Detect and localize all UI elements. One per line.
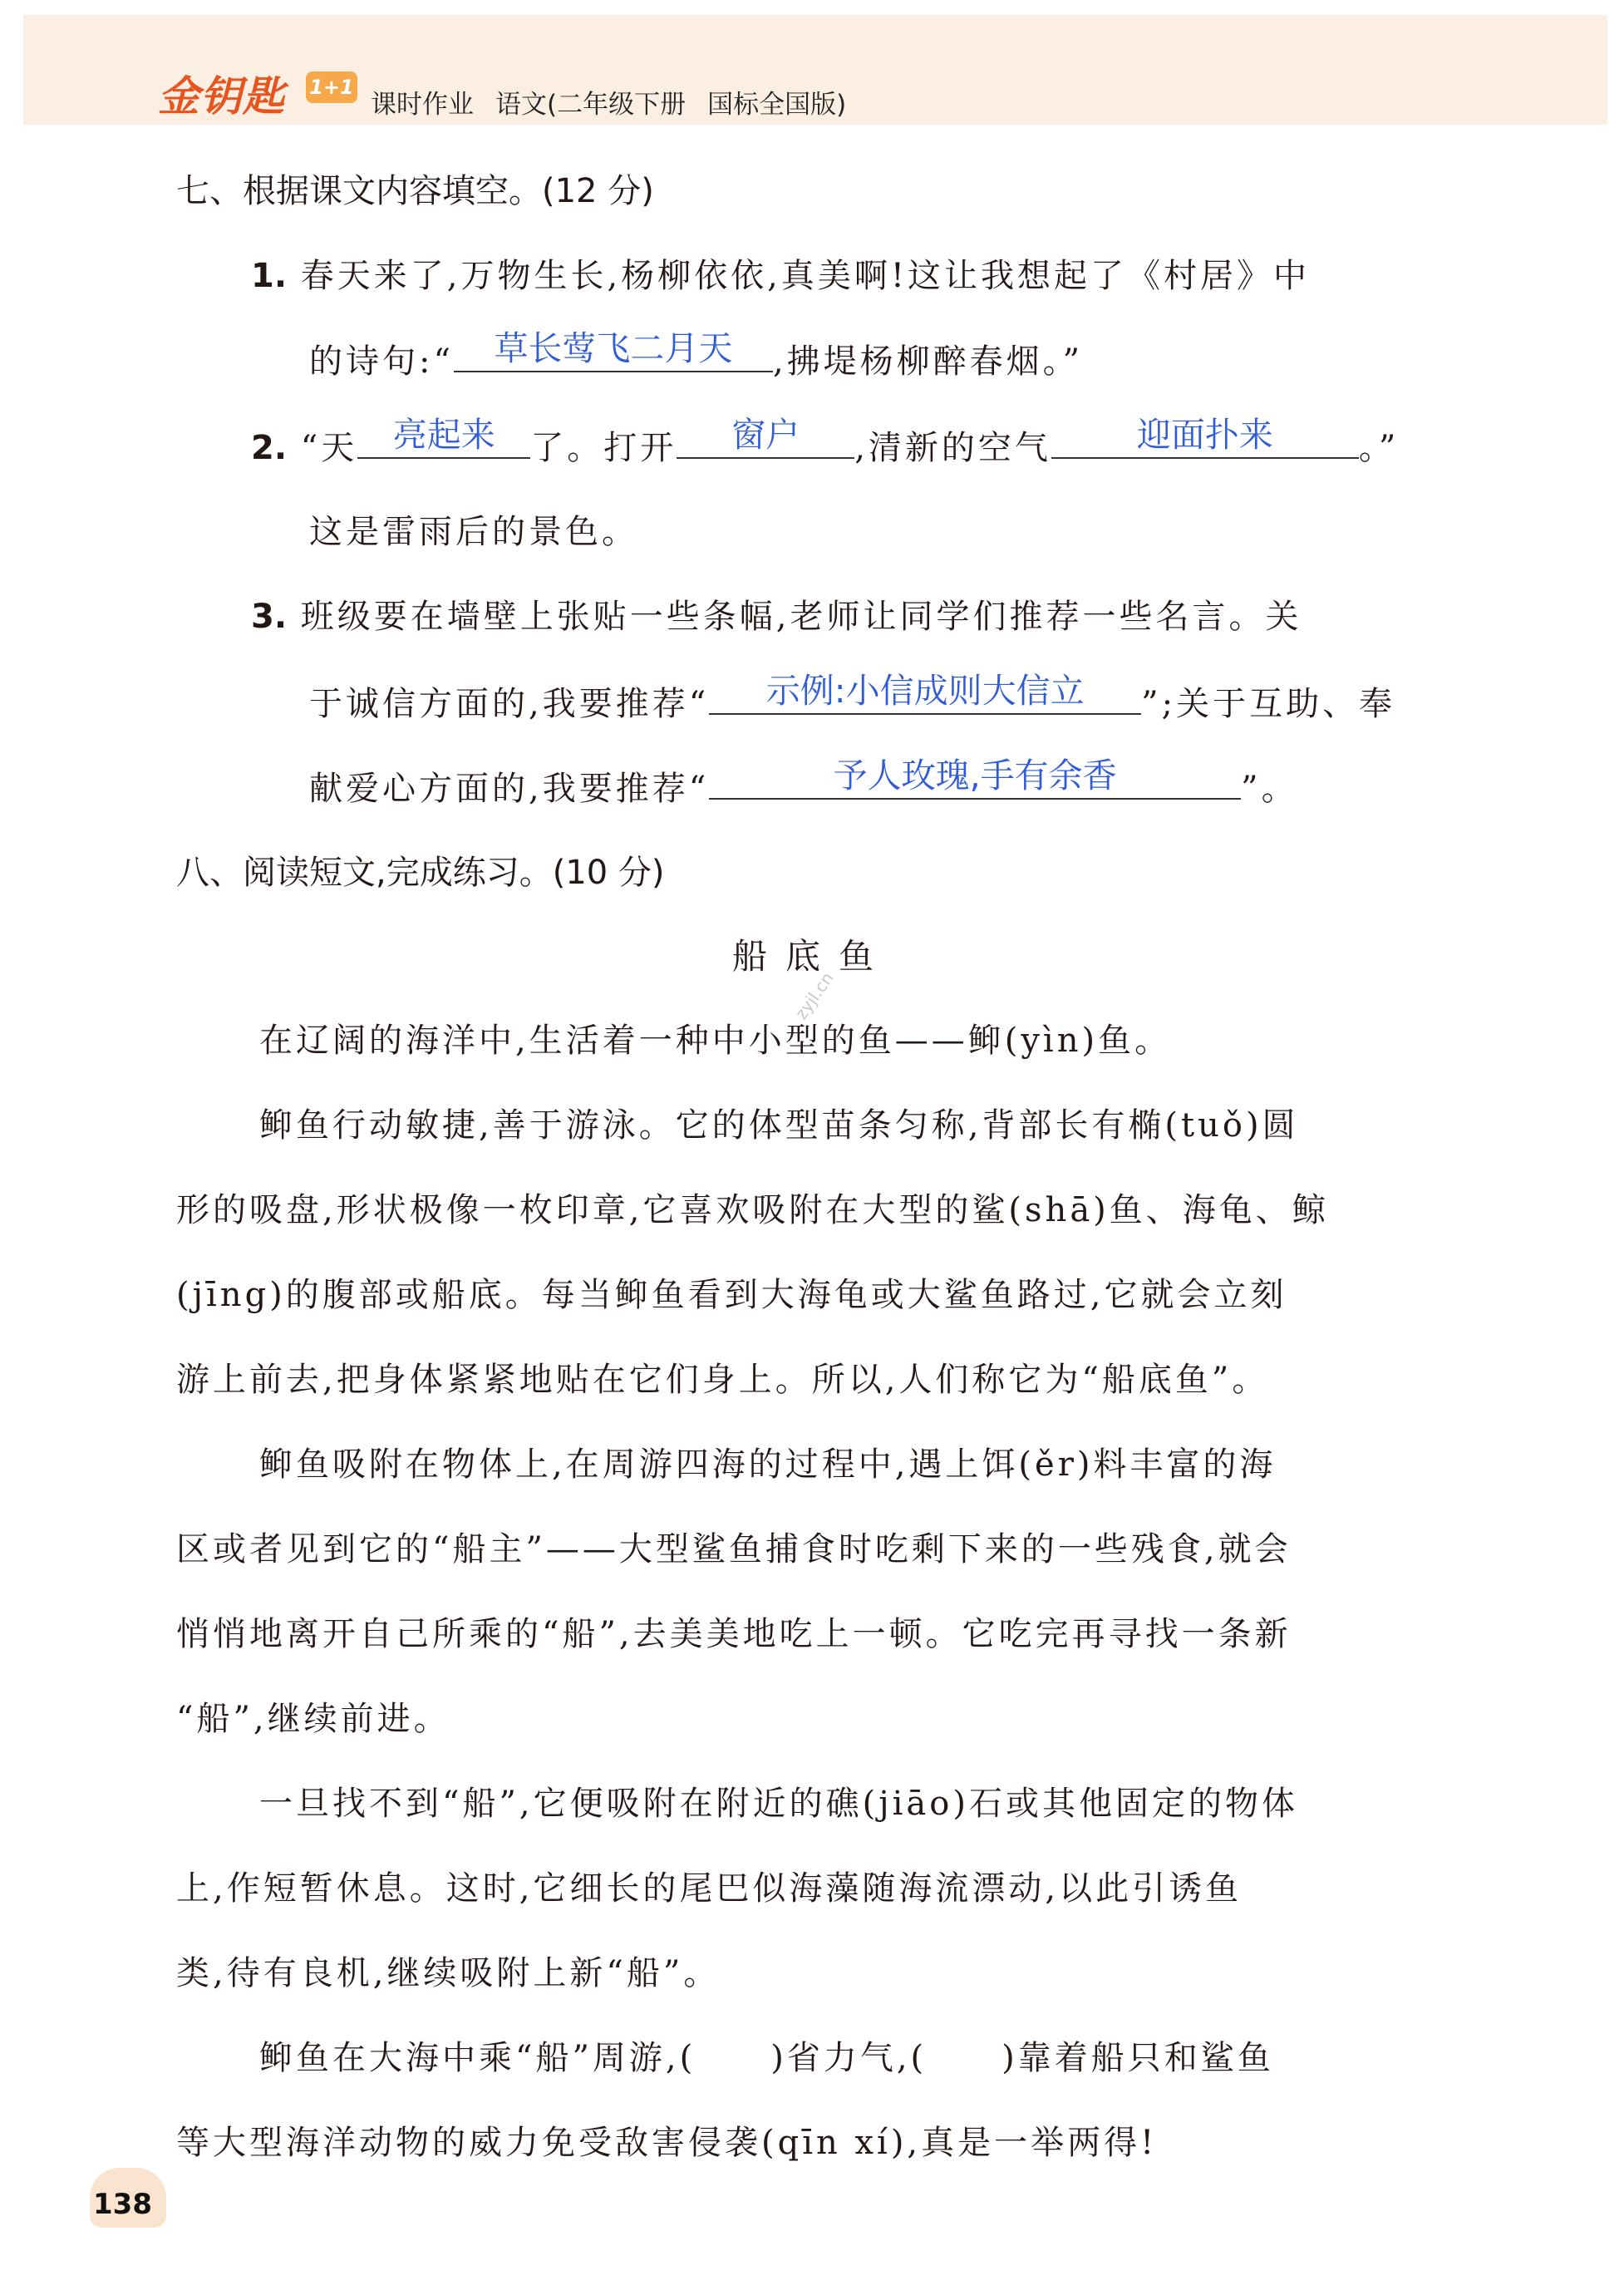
- q3-text-3b: ”。: [1241, 770, 1298, 808]
- q1-line1: [251, 249, 1310, 297]
- story-line-7: 区或者见到它的“船主”——大型鲨鱼捕食时吃剩下来的一些残食,就会: [176, 1530, 1292, 1568]
- q2-number: 2.: [251, 429, 288, 467]
- header-series: 课时作业: [371, 90, 474, 120]
- story-line-3: 形的吸盘,形状极像一枚印章,它喜欢吸附在大型的鲨(shā)鱼、海龟、鲸: [176, 1191, 1329, 1229]
- q3-answer-1: 示例:小信成则大信立: [765, 671, 1085, 711]
- page-number: 138: [93, 2188, 152, 2221]
- story-line-10: 一旦找不到“船”,它便吸附在附近的礁(jiāo)石或其他固定的物体: [259, 1785, 1298, 1823]
- story-line-12: 类,待有良机,继续吸附上新“船”。: [176, 1954, 721, 1992]
- q3-number: 3.: [251, 598, 288, 636]
- q3-line2: [309, 671, 1396, 725]
- q3-line3: [309, 756, 1298, 810]
- q2-line2: 这是雷雨后的景色。: [309, 513, 638, 551]
- header-title: [371, 83, 868, 121]
- section-8-title: 八、阅读短文,完成练习。(10 分): [176, 854, 665, 892]
- q2-text-b: 了。打开: [530, 429, 677, 467]
- story-title: 船底鱼: [731, 936, 892, 977]
- q3-text-2b: ”;关于互助、奉: [1141, 685, 1396, 723]
- story-line-5: 游上前去,把身体紧紧地贴在它们身上。所以,人们称它为“船底鱼”。: [176, 1361, 1269, 1399]
- q2-line1: [251, 415, 1400, 469]
- header-edition: 国标全国版): [707, 90, 847, 120]
- q3-text-3a: 献爱心方面的,我要推荐“: [309, 770, 710, 808]
- q1-text: 春天来了,万物生长,杨柳依依,真美啊!这让我想起了《村居》中: [300, 257, 1310, 295]
- story-line-13: [259, 2031, 1274, 2079]
- story-13-a: 䲟鱼在大海中乘“船”周游,(: [259, 2039, 696, 2077]
- q1-post: ,拂堤杨柳醉春烟。”: [772, 342, 1084, 381]
- brand-badge: 1+1: [306, 71, 357, 103]
- q3-blank-1[interactable]: [709, 671, 1141, 715]
- q2-answer-2: 窗户: [731, 415, 800, 455]
- story-13-c: )靠着船只和鲨鱼: [1001, 2039, 1274, 2077]
- q2-text-a: “天: [300, 429, 358, 467]
- q2-blank-3[interactable]: [1051, 415, 1359, 459]
- story-line-8: 悄悄地离开自己所乘的“船”,去美美地吃上一顿。它吃完再寻找一条新: [176, 1615, 1292, 1653]
- q3-text-2a: 于诚信方面的,我要推荐“: [309, 685, 710, 723]
- story-line-6: 䲟鱼吸附在物体上,在周游四海的过程中,遇上饵(ěr)料丰富的海: [259, 1445, 1277, 1484]
- brand-logo: 金钥匙: [158, 72, 285, 121]
- q2-blank-1[interactable]: [357, 415, 530, 459]
- q1-line2: [309, 328, 1084, 382]
- story-line-2: 䲟鱼行动敏捷,善于游泳。它的体型苗条匀称,背部长有椭(tuǒ)圆: [259, 1106, 1299, 1145]
- section-7-title: 七、根据课文内容填空。(12 分): [176, 172, 654, 210]
- story-13-b: )省力气,(: [770, 2039, 928, 2077]
- story-line-14: 等大型海洋动物的威力免受敌害侵袭(qīn xí),真是一举两得!: [176, 2124, 1158, 2162]
- q1-pre: 的诗句:“: [309, 342, 454, 381]
- q3-blank-2[interactable]: [709, 756, 1241, 800]
- story-line-4: (jīng)的腹部或船底。每当䲟鱼看到大海龟或大鲨鱼路过,它就会立刻: [176, 1276, 1287, 1314]
- q2-text-c: ,清新的空气: [854, 429, 1051, 467]
- header-subject: 语文(二年级下册: [495, 90, 687, 120]
- q1-blank[interactable]: [454, 328, 773, 372]
- q3-line1: [251, 590, 1302, 638]
- q2-answer-1: 亮起来: [392, 415, 495, 455]
- q1-answer: 草长莺飞二月天: [494, 328, 733, 368]
- q3-text-1: 班级要在墙壁上张贴一些条幅,老师让同学们推荐一些名言。关: [300, 598, 1302, 636]
- q2-blank-2[interactable]: [677, 415, 854, 459]
- page-number-badge: [90, 2168, 166, 2228]
- story-line-9: “船”,继续前进。: [176, 1700, 450, 1738]
- story-line-1: 在辽阔的海洋中,生活着一种中小型的鱼——䲟(yìn)鱼。: [259, 1022, 1172, 1060]
- watermark: zyjl.cn: [790, 968, 838, 1023]
- q3-answer-2: 予人玫瑰,手有余香: [833, 756, 1117, 795]
- q2-text-d: 。”: [1358, 429, 1400, 467]
- story-line-11: 上,作短暂休息。这时,它细长的尾巴似海藻随海流漂动,以此引诱鱼: [176, 1869, 1243, 1908]
- q2-answer-3: 迎面扑来: [1136, 415, 1273, 455]
- q1-number: 1.: [251, 257, 288, 295]
